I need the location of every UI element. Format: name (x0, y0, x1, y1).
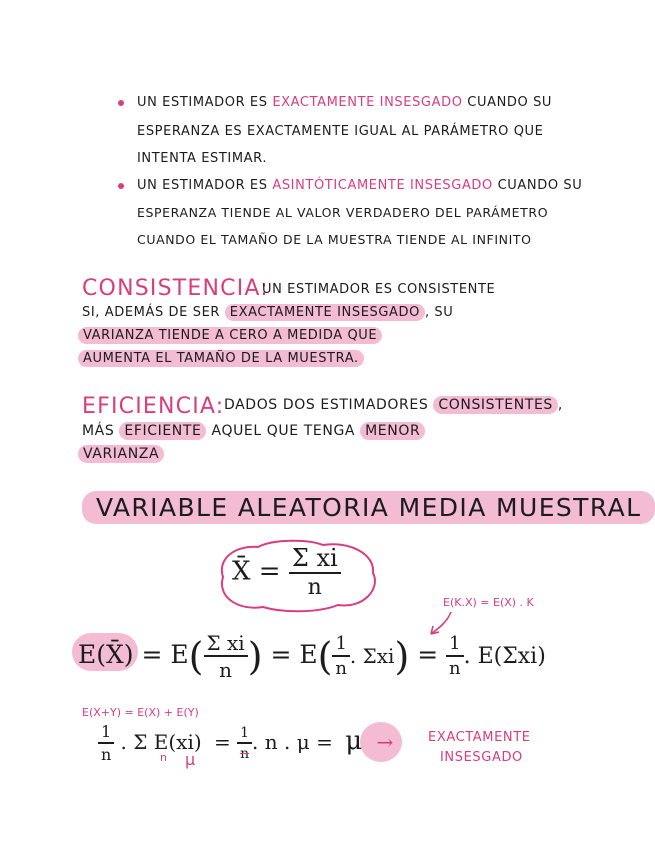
numerator: Σ xi (204, 633, 248, 657)
consistencia-line1: UN ESTIMADOR ES CONSISTENTE (262, 282, 496, 297)
expectation-E: E (299, 640, 318, 669)
equals-sign: = (214, 730, 231, 754)
text: UN ESTIMADOR ES (137, 178, 273, 193)
sum-e-xi: . Σ E(xi) (120, 730, 202, 754)
denominator: n (219, 658, 233, 682)
denominator: n (100, 745, 112, 764)
numerator: Σ xi (289, 546, 341, 574)
dot-sum-xi: . Σxi (349, 644, 395, 668)
bullet1-line3: INTENTA ESTIMAR. (137, 151, 268, 166)
section-title: VARIABLE ALEATORIA MEDIA MUESTRAL (82, 491, 655, 524)
derivation-line2 (98, 724, 393, 763)
fraction-one-n (332, 635, 349, 678)
sum-over-n-fraction (289, 546, 341, 599)
numerator: 1 (237, 726, 252, 744)
bullet2-line2: ESPERANZA TIENDE AL VALOR VERDADERO DEL PARÁMETRO (137, 205, 549, 220)
text: DADOS DOS ESTIMADORES (224, 397, 434, 413)
result-line2: INSESGADO (440, 750, 523, 765)
eficiencia-line2 (82, 424, 425, 438)
text: SI, ADEMÁS DE SER (82, 305, 225, 320)
denominator: n (449, 658, 461, 679)
numerator: 1 (332, 635, 349, 657)
highlight-eficiente: EFICIENTE (119, 422, 206, 440)
text: , (557, 397, 563, 413)
consistencia-heading: CONSISTENCIA: (82, 276, 269, 301)
denominator: n (307, 575, 322, 600)
eficiencia-line1 (224, 398, 563, 412)
eficiencia-line3 (78, 447, 164, 461)
bullet2-line1 (137, 179, 582, 192)
sum-subscript-n: n (160, 751, 167, 764)
note-ekx: E(K.X) = E(X) . K (443, 596, 534, 609)
highlight-varianza-tiende: VARIANZA TIENDE A CERO A MEDIDA QUE (78, 327, 382, 344)
bullet1-line2: ESPERANZA ES EXACTAMENTE IGUAL AL PARÁMETRO QUE (137, 124, 544, 139)
dot-e-sum-xi: . E(Σxi) (463, 644, 546, 669)
bullet2-line3: CUANDO EL TAMAÑO DE LA MUESTRA TIENDE AL INFINITO (137, 232, 532, 247)
term-exactamente-insesgado: EXACTAMENTE INSESGADO (272, 95, 463, 110)
fraction-sum-n (204, 633, 248, 680)
n-times-mu: . n . μ (252, 730, 310, 754)
text: , SU (424, 305, 454, 320)
result-line1: EXACTAMENTE (428, 730, 531, 745)
consistencia-line3 (78, 329, 382, 342)
equals-sign: = (270, 640, 292, 669)
denominator: n (240, 746, 250, 762)
derivation-line1: E(X̄) = E( $\frac{\text{Σ xi}}{n}$ ) = E( $\frac{1}{n}$ . Σxi) = $\frac{1}{n}$ . E(Σxi) (78, 631, 546, 682)
text: UN ESTIMADOR ES (137, 95, 273, 110)
numerator: 1 (98, 724, 114, 744)
text: AQUEL QUE TENGA (206, 423, 361, 439)
xbar-symbol: X̄ (232, 556, 251, 587)
equals-sign: = (417, 640, 439, 669)
expected-xbar: E(X̄) (78, 640, 134, 669)
formula-box (232, 546, 341, 599)
note-exy: E(X+Y) = E(X) + E(Y) (82, 706, 199, 719)
eficiencia-heading: EFICIENCIA: (82, 394, 225, 419)
equals-sign: = (316, 730, 333, 754)
text: MÁS (82, 423, 120, 439)
highlight-exactamente-insesgado: EXACTAMENTE INSESGADO (225, 304, 425, 321)
text: CUANDO SU (462, 95, 553, 110)
bullet-dot (118, 100, 124, 106)
bullet1-line1 (137, 96, 552, 109)
highlight-menor: MENOR (360, 422, 425, 440)
mu-result: μ (345, 726, 363, 756)
consistencia-line4 (78, 352, 364, 365)
numerator: 1 (446, 635, 463, 657)
highlight-consistentes: CONSISTENTES (433, 396, 558, 414)
fraction-one-n (446, 635, 463, 678)
term-asintoticamente-insesgado: ASINTÓTICAMENTE INSESGADO (272, 178, 493, 193)
highlight-varianza: VARIANZA (78, 445, 164, 463)
highlight-aumenta-tamano: AUMENTA EL TAMAÑO DE LA MUESTRA. (78, 350, 364, 367)
bullet-dot (118, 183, 124, 189)
fraction-one-n (98, 724, 114, 763)
text: CUANDO SU (492, 178, 583, 193)
expectation-E: E (170, 640, 189, 669)
equals-sign: = (141, 640, 163, 669)
denominator: n (335, 658, 347, 679)
implies-arrow: → (376, 730, 394, 754)
equals-sign: = (258, 556, 281, 587)
mu-under-e: μ (185, 750, 196, 769)
fraction-one-n-crossed (237, 726, 252, 761)
consistencia-line2 (82, 306, 453, 319)
